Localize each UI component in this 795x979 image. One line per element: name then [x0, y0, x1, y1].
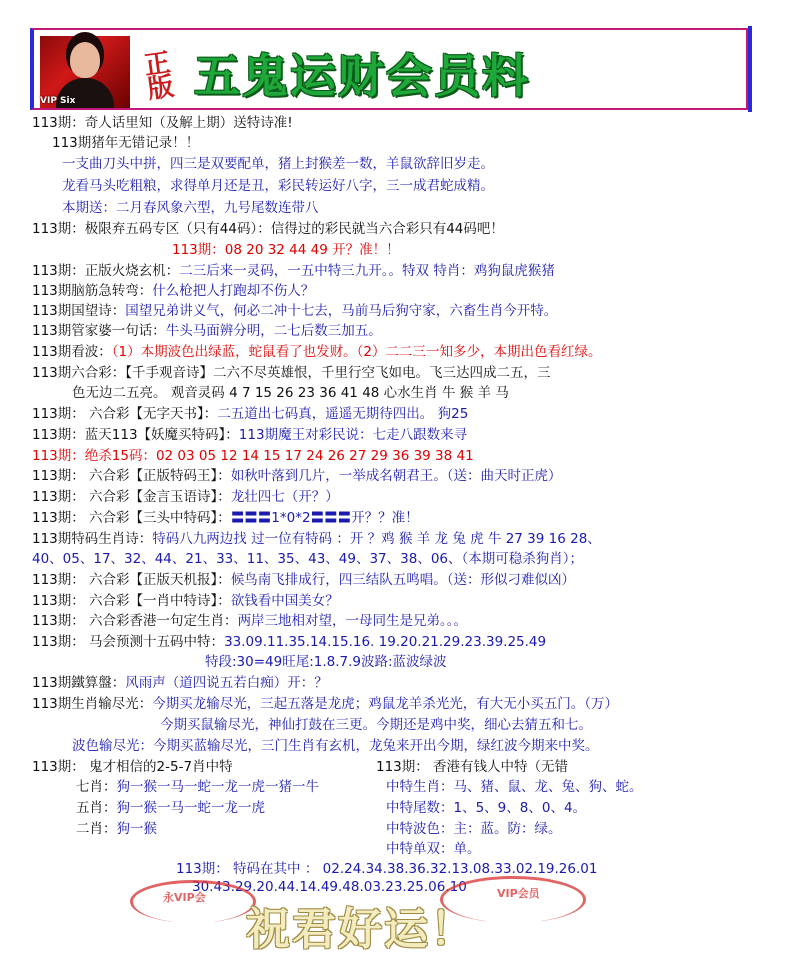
line-content: 如秋叶落到几片，一举成名朝君王。（送：曲天时正虎） — [230, 468, 562, 484]
line-label: 113期生肖输尽光： — [32, 696, 153, 712]
text-line: 30.43.29.20.44.14.49.48.03.23.25.06.10 — [192, 879, 467, 895]
text-line — [72, 737, 599, 755]
line-label: 113期：正版火烧玄机： — [32, 263, 180, 279]
line-label: 113期： 六合彩【无字天书】： — [32, 406, 218, 422]
text-line: 特段:30=49旺尾:1.8.7.9波路:蓝波绿波 — [205, 654, 447, 670]
text-line — [32, 467, 562, 485]
text-line — [32, 509, 419, 527]
line-content: 二五道出七码真，遥遥无期待四出。 狗25 — [217, 406, 469, 422]
header-banner — [30, 28, 748, 110]
line-content: 33.09.11.35.14.15.16. 19.20.21.29.23.39.25.49 — [224, 634, 547, 650]
line-content: 今期买蓝输尽光，三门生肖有玄机，龙兔来开出今期，绿红波今期来中奖。 — [153, 738, 599, 754]
header-right-bar — [748, 26, 752, 112]
line-label: 七肖： — [76, 779, 117, 795]
avatar-head — [70, 42, 100, 78]
line-label: 113期： 马会预测十五码中特： — [32, 634, 225, 650]
line-content: 龙壮四七（开？） — [230, 489, 339, 505]
text-line: 113期猪年无错记录！！ — [52, 135, 200, 151]
line-content: 113期魔王对彩民说：七走八跟数来寻 — [238, 427, 468, 443]
text-line — [32, 488, 339, 506]
line-content: 什么枪把人打跑却不伤人？ — [152, 283, 315, 299]
text-line: 40、05、17、32、44、21、33、11、35、43、49、37、38、06、（本期可稳杀狗肖）； — [32, 551, 583, 567]
line-label: 113期六合彩： — [32, 365, 126, 381]
line-content: 两岸三地相对望，一母同生是兄弟。。。 — [237, 613, 468, 629]
text-line — [32, 633, 546, 651]
line-label: 113期鐵算盤： — [32, 675, 126, 691]
text-line: 本期送：二月春风象六型，九号尾数连带八 — [62, 200, 319, 216]
photo-caption: VIP Six — [40, 96, 76, 106]
line-label: 113期脑筋急转弯： — [32, 283, 153, 299]
text-line — [32, 592, 339, 610]
text-line — [32, 262, 555, 280]
line-content: 〓〓〓1*0*2〓〓〓开？？准！ — [230, 510, 419, 526]
line-content: 风雨声（道四说五若白痴）开：？ — [125, 675, 328, 691]
line-content: 国望兄弟讲义气，何必二冲十七去，马前马后狗守家，六畜生肖今开特。 — [125, 303, 558, 319]
line-label: 113期： 六合彩【三头中特码】： — [32, 510, 231, 526]
line-content: 【千手观音诗】二六不尽英雄恨，千里行空飞如电。飞三达四成二五，三 — [125, 365, 551, 381]
seal-text: VIP会员 — [497, 887, 540, 900]
stamp-mark: 正版 — [142, 48, 176, 106]
text-line — [32, 695, 618, 713]
text-line: 中特尾数：1、5、9、8、0、4。 — [386, 800, 587, 816]
line-label: 五肖： — [76, 800, 117, 816]
text-line: 今期买鼠输尽光，神仙打鼓在三更。今期还是鸡中奖，细心去猜五和七。 — [160, 717, 592, 733]
line-label: 113期看波： — [32, 344, 112, 360]
text-line: 龙看马头吃粗粮，求得单月还是丑，彩民转运好八字，三一成君蛇成精。 — [62, 178, 494, 194]
text-line: 113期：极限弃五码专区（只有44码）：信得过的彩民就当六合彩只有44码吧！ — [32, 221, 504, 237]
line-label: 113期管家婆一句话： — [32, 323, 166, 339]
text-line: 中特波色：主：蓝。防：绿。 — [386, 821, 562, 837]
line-content: 特码八九两边找 过一位有特码 ：开 ？鸡 猴 羊 龙 兔 虎 牛 27 39 16 28、 — [152, 531, 601, 547]
line-content: 狗一猴一马一蛇一龙一虎 — [116, 800, 265, 816]
line-label: 113期： 六合彩【一肖中特诗】： — [32, 593, 231, 609]
text-line: 中特生肖：马、猪、鼠、龙、兔、狗、蛇。 — [386, 779, 643, 795]
page-title: 五鬼运财会员料 — [194, 49, 530, 103]
text-line — [32, 302, 557, 320]
text-line — [32, 405, 468, 423]
text-line — [32, 426, 467, 444]
text-line — [76, 820, 157, 838]
seal-text: 永VIP会 — [163, 891, 206, 904]
line-content: 二三后来一灵码，一五中特三九开。。特双 特肖：鸡狗鼠虎猴猪 — [179, 263, 555, 279]
text-line: 113期：绝杀15码：02 03 05 12 14 15 17 24 26 27 29 36 39 38 41 — [32, 448, 474, 464]
line-content: 狗一猴 — [116, 821, 157, 837]
text-line — [32, 364, 551, 382]
text-line — [32, 612, 467, 630]
line-label: 113期： 六合彩【正版特码王】： — [32, 468, 231, 484]
line-label: 113期： 六合彩香港一句定生肖： — [32, 613, 238, 629]
line-label: 113期国望诗： — [32, 303, 126, 319]
line-label: 波色输尽光： — [72, 738, 153, 754]
text-line: 113期： 特码在其中 ： 02.24.34.38.36.32.13.08.33.02.19.26.01 — [176, 861, 598, 877]
text-line — [76, 778, 319, 796]
line-label: 113期： 六合彩【金言玉语诗】： — [32, 489, 231, 505]
line-content: 欲钱看中国美女？ — [230, 593, 339, 609]
text-line — [32, 674, 328, 692]
text-line: 113期： 香港有钱人中特（无错 — [376, 759, 569, 775]
text-line — [32, 322, 382, 340]
line-content: 狗一猴一马一蛇一龙一虎一猪一牛 — [116, 779, 319, 795]
text-line: 色无边二五亮。 观音灵码 4 7 15 26 23 36 41 48 心水生肖 牛 猴 羊 马 — [72, 385, 509, 401]
text-line: 113期： 鬼才相信的2-5-7肖中特 — [32, 759, 233, 775]
text-line — [32, 530, 601, 548]
line-content: 候鸟南飞排成行，四三结队五鸣唱。（送：形似刁难似凶） — [230, 572, 576, 588]
text-line — [32, 282, 314, 300]
text-line — [32, 343, 601, 361]
line-content: （1）本期波色出绿蓝，蛇鼠看了也发财。（2）二二三一知多少，本期出色看红绿。 — [111, 344, 602, 360]
text-line: 113期：08 20 32 44 49 开？准！！ — [172, 242, 400, 258]
line-content: 今期买龙输尽光，三起五落是龙虎；鸡鼠龙羊杀光光，有大无小买五门。（万） — [152, 696, 619, 712]
seal-stamp-left — [130, 880, 256, 923]
blessing-text: 祝君好运！ — [246, 904, 476, 955]
line-label: 113期：蓝天113【妖魔买特码】： — [32, 427, 239, 443]
text-line — [32, 571, 575, 589]
text-line — [76, 799, 265, 817]
text-line: 一支曲刀头中拼，四三是双要配单，猪上封猴差一数，羊鼠欲辞旧岁走。 — [62, 156, 494, 172]
text-line: 中特单双：单。 — [386, 841, 481, 857]
line-label: 113期： 六合彩【正版天机报】： — [32, 572, 231, 588]
line-label: 二肖： — [76, 821, 117, 837]
line-label: 113期特码生肖诗： — [32, 531, 153, 547]
line-content: 牛头马面辨分明，二七后数三加五。 — [165, 323, 382, 339]
text-line: 113期：奇人话里知（及解上期）送特诗准! — [32, 115, 293, 131]
